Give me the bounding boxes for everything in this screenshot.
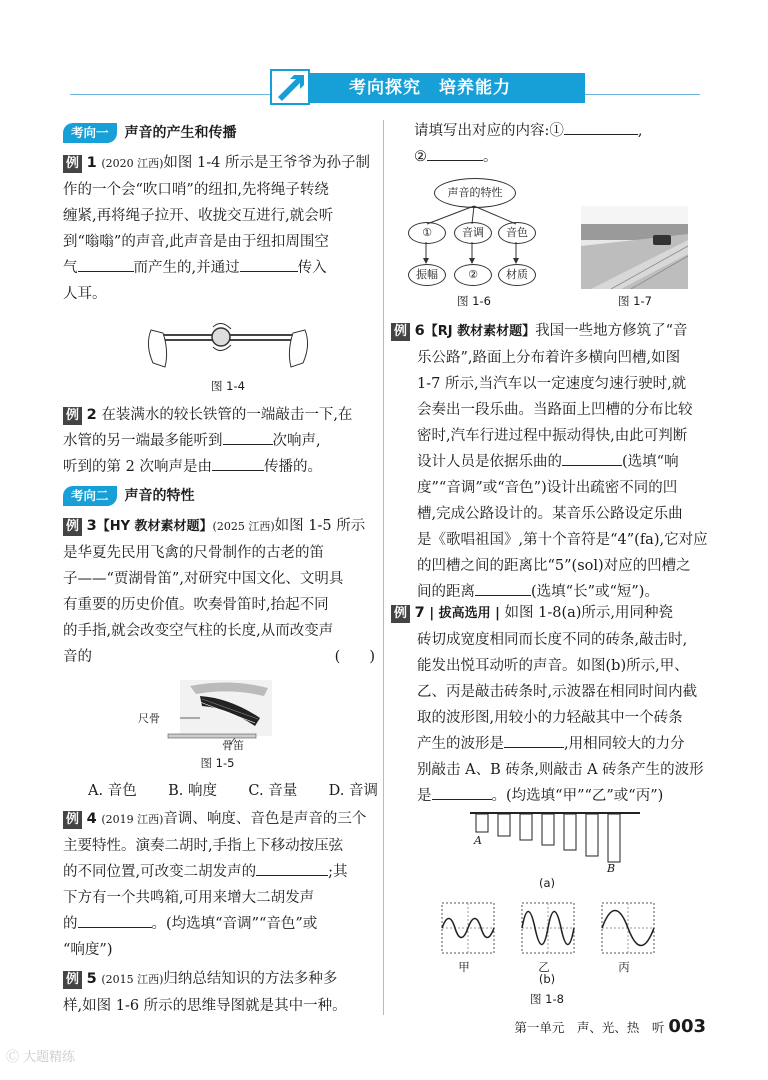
example-1 xyxy=(63,150,375,307)
answer-blank[interactable] xyxy=(427,146,483,161)
option-a[interactable]: A. 音色 xyxy=(88,783,137,799)
text-line: 主要特性。演奏二胡时,手指上下移动按压弦 xyxy=(63,838,344,854)
section-banner xyxy=(70,67,700,107)
section-heading-2 xyxy=(63,485,195,506)
text-segment: 间的距离 xyxy=(417,584,475,600)
source-note: (2020 江西) xyxy=(101,157,164,170)
watermark xyxy=(6,1046,75,1065)
text-segment: ② xyxy=(414,149,427,165)
watermark-text: 大题精练 xyxy=(23,1050,76,1065)
example-number: 7 xyxy=(414,605,425,621)
text-segment: 次响声, xyxy=(272,433,321,449)
text-line: 乐公路”,路面上分布着许多横向凹槽,如图 xyxy=(417,350,681,366)
answer-blank[interactable] xyxy=(78,913,152,928)
text-segment: 听到的第 2 次响声是由 xyxy=(63,459,212,475)
option-d[interactable]: D. 音调 xyxy=(328,783,378,799)
text-line: 取的波形图,用较小的力轻敲其中一个砖条 xyxy=(417,710,683,726)
text-line: 能发出悦耳动听的声音。如图(b)所示,甲、 xyxy=(417,658,689,674)
answer-blank[interactable] xyxy=(223,430,273,445)
waveform-label: 甲 xyxy=(458,960,470,974)
answer-blank[interactable] xyxy=(564,120,638,135)
text-segment: ;其 xyxy=(328,864,348,880)
figure-caption: 图 1-7 xyxy=(618,294,652,308)
text-segment: (选填“响 xyxy=(622,454,679,470)
example-badge: 例 xyxy=(63,407,82,425)
text-line: 有重要的历史价值。吹奏骨笛时,抬起不同 xyxy=(63,597,329,613)
example-badge: 例 xyxy=(63,811,82,829)
text-line: 1-7 所示,当汽车以一定速度匀速行驶时,就 xyxy=(417,376,687,392)
example-number: 5 xyxy=(86,971,97,987)
text-line: 缠紧,再将绳子拉开、收拢交互进行,就会听 xyxy=(63,208,334,224)
text-segment: 水管的另一端最多能听到 xyxy=(63,433,223,449)
banner-rule-right xyxy=(585,94,700,95)
example-number: 3 xyxy=(86,518,97,534)
button-whistle-figure xyxy=(143,315,313,373)
text-segment: ,用相同较大的力分 xyxy=(564,736,685,752)
text-segment: 而产生的,并通过 xyxy=(133,260,240,276)
waveform-jia xyxy=(442,903,494,953)
page-footer xyxy=(514,1016,706,1037)
answer-paren[interactable]: ( ) xyxy=(334,649,375,665)
example-number: 1 xyxy=(86,155,97,171)
text-line: 我国一些地方修筑了“音 xyxy=(535,323,688,339)
subfigure-label: (a) xyxy=(538,876,556,890)
mind-leaf: 振幅 xyxy=(408,264,446,286)
option-b[interactable]: B. 响度 xyxy=(168,783,217,799)
text-line: 的凹槽之间的距离比“5”(sol)对应的凹槽之 xyxy=(417,558,691,574)
text-line: 子——“贾湖骨笛”,对研究中国文化、文明具 xyxy=(63,571,344,587)
text-segment: 。 xyxy=(483,149,498,165)
answer-blank[interactable] xyxy=(562,451,622,466)
column-divider xyxy=(383,120,384,1015)
example-badge: 例 xyxy=(391,605,410,623)
text-line: 乙、丙是敲击砖条时,示波器在相同时间内截 xyxy=(417,684,698,700)
text-segment: 气 xyxy=(63,260,78,276)
text-line: 归纳总结知识的方法多种多 xyxy=(163,971,338,987)
text-segment: 传入 xyxy=(297,260,327,276)
mind-leaf: ② xyxy=(454,264,492,286)
text-line: 音调、响度、音色是声音的三个 xyxy=(163,811,367,827)
text-segment: , xyxy=(637,123,643,139)
waveform-label: 丙 xyxy=(618,960,630,974)
text-line: 槽,完成公路设计的。某音乐公路设定乐曲 xyxy=(417,506,683,522)
text-line: 样,如图 1-6 所示的思维导图就是其中一种。 xyxy=(63,998,347,1014)
mind-branch: ① xyxy=(408,222,446,244)
figure-caption: 图 1-6 xyxy=(457,294,491,308)
bone-flute-figure xyxy=(160,678,275,750)
source-tag: 【HY 教材素材题】 xyxy=(96,519,213,534)
text-line: 音的 xyxy=(63,649,92,665)
text-line: 密时,汽车行进过程中振动得快,由此可判断 xyxy=(417,428,688,444)
example-badge: 例 xyxy=(391,323,410,341)
text-line: 人耳。 xyxy=(63,286,107,302)
example-5-continued xyxy=(414,118,714,170)
tile-label-a: A xyxy=(474,834,482,847)
music-road-photo xyxy=(581,206,688,289)
unit-label: 第一单元 声、光、热 听 xyxy=(514,1020,665,1035)
mind-branch: 音调 xyxy=(454,222,492,244)
section-tag: 考向二 xyxy=(63,486,117,506)
answer-blank[interactable] xyxy=(240,257,298,272)
subfigure-label: (b) xyxy=(538,972,556,986)
example-4 xyxy=(63,806,375,963)
text-segment: 。(均选填“甲”“乙”或“丙”) xyxy=(491,788,664,804)
figure-caption: 图 1-4 xyxy=(211,379,245,393)
section-heading-1 xyxy=(63,122,237,143)
source-tag: 【RJ 教材素材题】 xyxy=(424,324,536,339)
mind-branch: 音色 xyxy=(498,222,536,244)
text-segment: 。(均选填“音调”“音色”或 xyxy=(151,916,318,932)
example-number: 6 xyxy=(414,323,425,339)
text-line: 是华夏先民用飞禽的尺骨制作的古老的笛 xyxy=(63,545,324,561)
answer-blank[interactable] xyxy=(212,456,264,471)
answer-blank[interactable] xyxy=(432,785,492,800)
text-line: 会奏出一段乐曲。当路面上凹槽的分布比较 xyxy=(417,402,693,418)
example-6 xyxy=(391,318,713,605)
answer-blank[interactable] xyxy=(475,581,531,596)
text-line: 是《歌唱祖国》,第十个音符是“4”(fa),它对应 xyxy=(417,532,708,548)
arrow-icon xyxy=(270,69,310,105)
waveform-label: 乙 xyxy=(538,960,550,974)
banner-rule-left xyxy=(70,94,275,95)
text-segment: 产生的波形是 xyxy=(417,736,504,752)
text-segment: 传播的。 xyxy=(263,459,322,475)
example-number: 4 xyxy=(86,811,97,827)
example-badge: 例 xyxy=(63,155,82,173)
text-line: 到“嗡嗡”的声音,此声音是由于纽扣周围空 xyxy=(63,234,329,250)
source-tag: | 拔高选用 | xyxy=(429,606,500,621)
figure-label: 尺骨 xyxy=(138,712,160,725)
options-row xyxy=(88,778,378,804)
figure-caption: 图 1-8 xyxy=(530,992,564,1006)
waveforms-figure xyxy=(438,901,658,957)
example-2 xyxy=(63,402,375,480)
answer-blank[interactable] xyxy=(78,257,134,272)
text-line: 下方有一个共鸣箱,可用来增大二胡发声 xyxy=(63,890,315,906)
option-c[interactable]: C. 音量 xyxy=(248,783,298,799)
watermark-icon: Ⓒ xyxy=(6,1050,20,1065)
text-segment: 的 xyxy=(63,916,78,932)
text-line: “响度”) xyxy=(63,942,113,958)
answer-blank[interactable] xyxy=(504,733,564,748)
text-line: 如图 1-8(a)所示,用同种瓷 xyxy=(504,605,674,621)
source-note: (2019 江西) xyxy=(101,813,164,826)
text-line: 别敲击 A、B 砖条,则敲击 A 砖条产生的波形 xyxy=(417,762,704,778)
example-7 xyxy=(391,600,713,809)
tile-label-b: B xyxy=(607,862,616,875)
example-5 xyxy=(63,966,375,1019)
answer-blank[interactable] xyxy=(256,861,328,876)
waveform-yi xyxy=(522,903,574,953)
figure-caption: 图 1-5 xyxy=(200,756,235,770)
example-badge: 例 xyxy=(63,518,82,536)
source-note: (2015 江西) xyxy=(101,973,164,986)
source-note: (2025 江西) xyxy=(212,520,275,533)
text-segment: 的不同位置,可改变二胡发声的 xyxy=(63,864,257,880)
example-3 xyxy=(63,513,375,670)
text-line: 砖切成宽度相同而长度不同的砖条,敲击时, xyxy=(417,632,688,648)
page-number: 003 xyxy=(668,1016,706,1037)
text-line: 在装满水的较长铁管的一端敲击一下,在 xyxy=(101,407,353,423)
section-title: 声音的产生和传播 xyxy=(124,125,237,141)
waveform-bing xyxy=(602,903,654,953)
section-tag: 考向一 xyxy=(63,123,117,143)
text-line: 作的一个会“吹口哨”的纽扣,先将绳子转绕 xyxy=(63,182,329,198)
figure-label: 骨笛 xyxy=(222,739,244,752)
mind-root: 声音的特性 xyxy=(434,178,516,208)
example-number: 2 xyxy=(86,407,97,423)
text-segment: 请填写出对应的内容:① xyxy=(414,123,564,139)
text-segment: (选填“长”或“短”)。 xyxy=(531,584,659,600)
text-segment: 是 xyxy=(417,788,432,804)
text-line: 的手指,就会改变空气柱的长度,从而改变声 xyxy=(63,623,334,639)
text-segment: 设计人员是依据乐曲的 xyxy=(417,454,562,470)
mind-leaf: 材质 xyxy=(498,264,536,286)
text-line: 如图 1-4 所示是王爷爷为孙子制 xyxy=(163,155,370,171)
banner-title: 考向探究 培养能力 xyxy=(275,73,585,103)
mind-map xyxy=(404,176,554,292)
example-badge: 例 xyxy=(63,971,82,989)
section-title: 声音的特性 xyxy=(124,488,195,504)
text-line: 如图 1-5 所示 xyxy=(274,518,366,534)
text-line: 度”“音调”或“音色”)设计出疏密不同的凹 xyxy=(417,480,678,496)
